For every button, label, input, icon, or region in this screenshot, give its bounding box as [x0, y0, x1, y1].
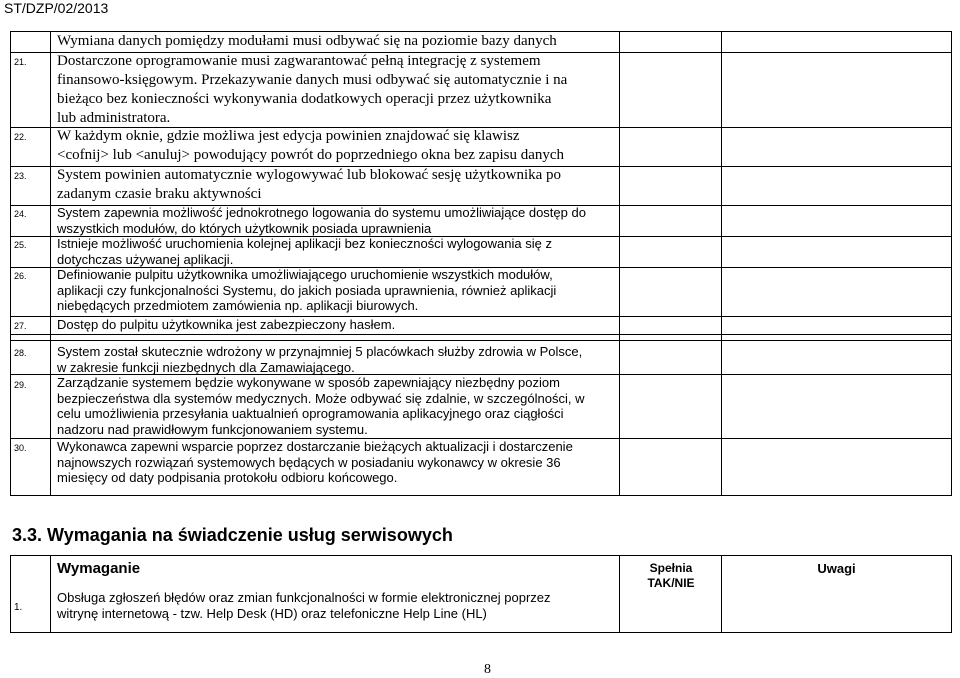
row-text: Definiowanie pulpitu użytkownika umożliwiającego uruchomienie wszystkich modułów, aplikacji czy funkcjonalności Systemu, do jakich posiada uprawnienia, również aplikacji niebędących przedmiotem zamówienia np. aplikacji biurowych.: [57, 267, 557, 313]
row-number: 28.: [14, 348, 27, 358]
table2-number-column-border: [50, 555, 51, 633]
table-number-column-border: [50, 31, 51, 496]
table2-text-column-border: [619, 555, 620, 633]
row-text: System powinien automatycznie wylogowywać lub blokować sesję użytkownika po zadanym czasie braku aktywności: [57, 167, 562, 202]
row-text: Dostęp do pulpitu użytkownika jest zabezpieczony hasłem.: [57, 317, 396, 332]
row-number: 25.: [14, 240, 27, 250]
row-text: Wykonawca zapewni wsparcie poprzez dostarczanie bieżących aktualizacji i dostarczenie najnowszych rozwiązań systemowych będących w posiadaniu wykonawcy w okresie 36 miesięcy od daty podpisania protokołu odbioru końcowego.: [57, 439, 573, 485]
column-header-meets: Spełnia TAK/NIE: [647, 561, 695, 590]
row-number: 27.: [14, 321, 27, 331]
row-text: System został skutecznie wdrożony w przynajmniej 5 placówkach służby zdrowia w Polsce, w zakresie funkcji niezbędnych dla Zamawiającego.: [57, 344, 583, 375]
row-text: Obsługa zgłoszeń błędów oraz zmian funkcjonalności w formie elektronicznej poprzez witrynę internetową - tzw. Help Desk (HD) oraz telefoniczne Help Line (HL): [57, 590, 551, 621]
row-text: System zapewnia możliwość jednokrotnego logowania do systemu umożliwiające dostęp do wszystkich modułów, do których użytkownik posiada uprawnienia: [57, 205, 586, 236]
row-text: Istnieje możliwość uruchomienia kolejnej aplikacji bez konieczności wylogowania się z dotychczas używanej aplikacji.: [57, 236, 552, 267]
document-header: ST/DZP/02/2013: [4, 0, 109, 16]
row-number: 24.: [14, 209, 27, 219]
row-divider: [10, 340, 952, 341]
row-number: 22.: [14, 132, 27, 142]
row-divider: [10, 334, 952, 335]
column-header-requirement: Wymaganie: [57, 560, 141, 577]
row-number: 21.: [14, 57, 27, 67]
table-text-column-border: [619, 31, 620, 496]
section-heading: 3.3. Wymagania na świadczenie usług serwisowych: [12, 525, 453, 545]
column-header-notes: Uwagi: [817, 561, 856, 576]
row-number: 29.: [14, 380, 27, 390]
row-number: 26.: [14, 271, 27, 281]
table-left-border: [10, 31, 11, 496]
table2-top-border: [10, 555, 952, 556]
table2-bottom-border: [10, 632, 952, 633]
row-number: 30.: [14, 443, 27, 453]
row-divider: [10, 495, 952, 496]
table-meets-column-border: [721, 31, 722, 496]
page-number: 8: [484, 662, 491, 677]
table2-left-border: [10, 555, 11, 633]
row-number: 23.: [14, 171, 27, 181]
row-text: Wymiana danych pomiędzy modułami musi odbywać się na poziomie bazy danych: [57, 33, 557, 49]
row-text: Zarządzanie systemem będzie wykonywane w sposób zapewniający niezbędny poziom bezpieczeństwa dla systemów medycznych. Może odbywać się zdalnie, w szczególności, w celu umożliwienia przesyłania uaktualnień oprogramowania aplikacyjnego oraz ciągłości nadzoru nad prawidłowym funkcjonowaniem systemu.: [57, 375, 585, 437]
table2-right-border: [951, 555, 952, 633]
row-text: W każdym oknie, gdzie możliwa jest edycja powinien znajdować się klawisz <cofnij> lub <anuluj> powodujący powrót do poprzedniego okna bez zapisu danych: [57, 128, 565, 163]
row-text: Dostarczone oprogramowanie musi zagwarantować pełną integrację z systemem finansowo-księgowym. Przekazywanie danych musi odbywać się automatycznie i na bieżąco bez konieczności wykonywania dodatkowych operacji przez użytkownika lub administratora.: [57, 53, 568, 126]
table-right-border: [951, 31, 952, 496]
row-number: 1.: [14, 602, 23, 613]
